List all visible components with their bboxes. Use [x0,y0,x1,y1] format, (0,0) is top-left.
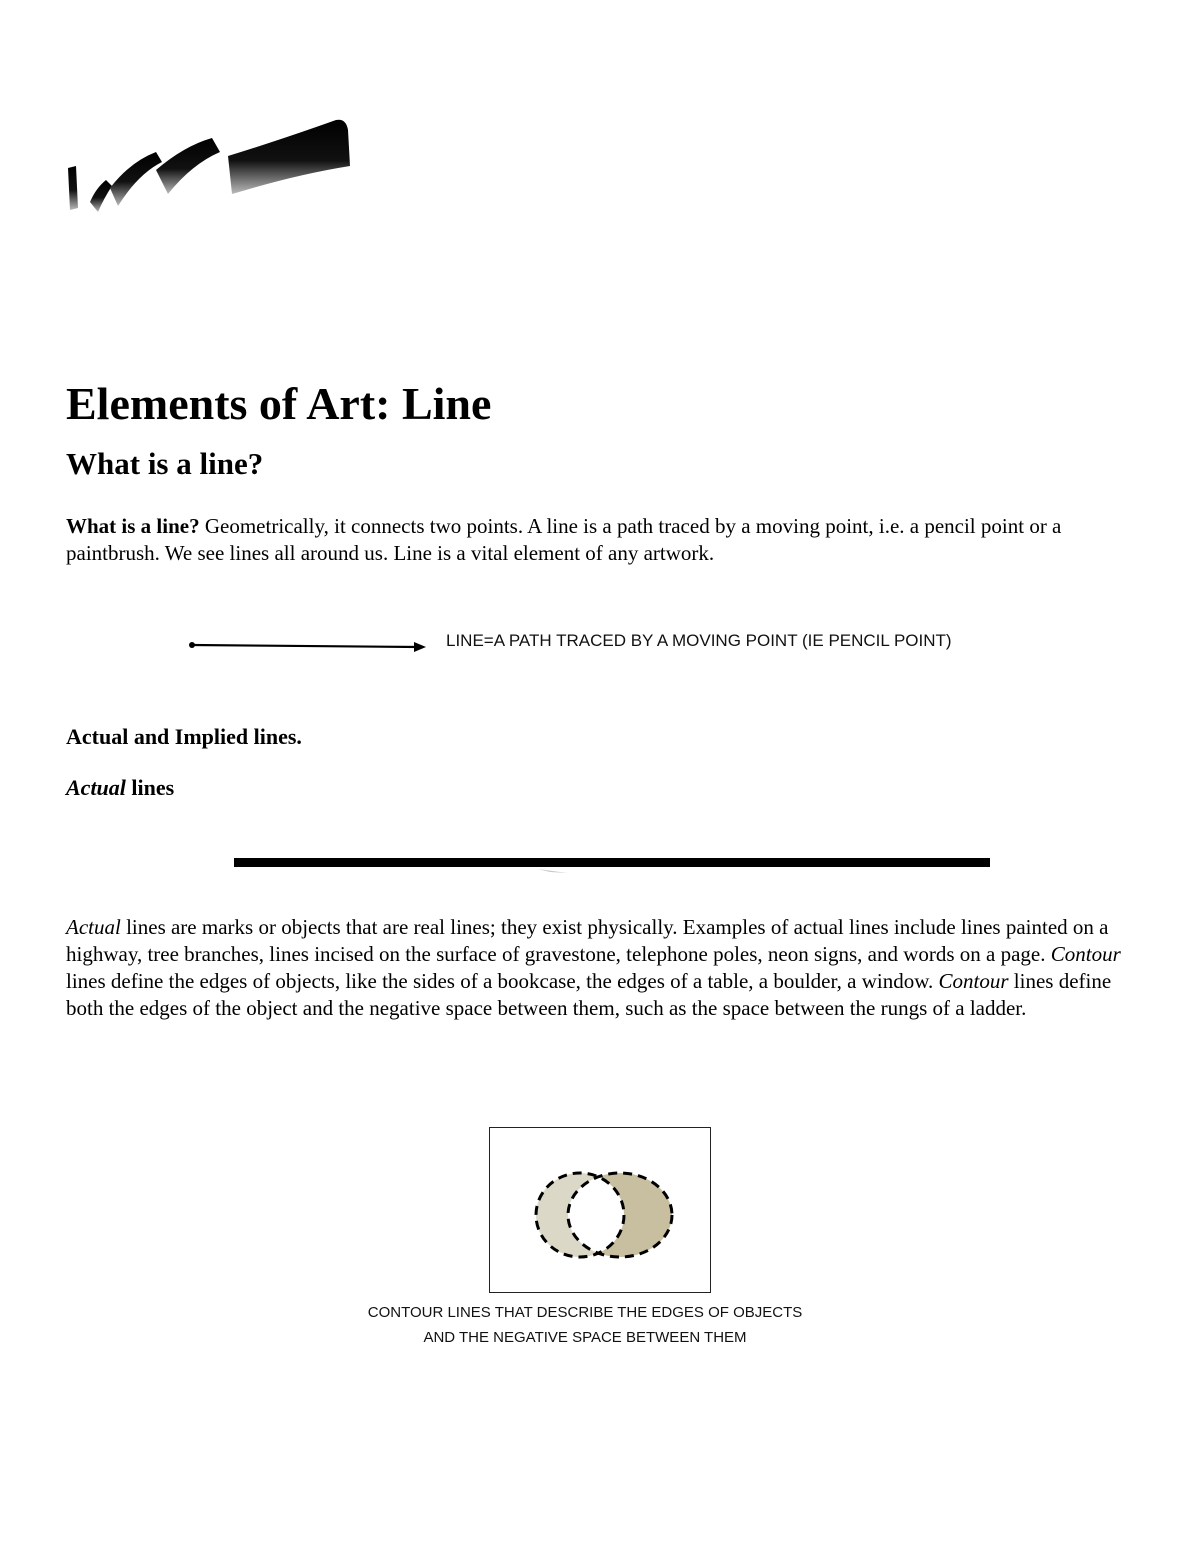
contour-caption-line-1: CONTOUR LINES THAT DESCRIBE THE EDGES OF OBJECTS [367,1304,803,1321]
actual-word: Actual [66,915,121,939]
brush-stroke-illustration [60,110,360,250]
arrow-line-illustration [186,634,436,656]
intro-lead: What is a line? [66,514,200,538]
actual-heading-rest: lines [125,775,175,800]
thick-line-illustration [232,854,992,878]
actual-text-1: lines are marks or objects that are real lines; they exist physically. Examples of actual lines include lines painted on a highway, tree branches, lines incised on the surface of gravestone, telephone poles, neon signs, and words on a page. [66,915,1109,966]
actual-text-3: lines define both the edges of the object and the negative space between them, such as the space between the rungs of a ladder. [66,969,1112,1020]
intro-body: Geometrically, it connects two points. A line is a path traced by a moving point, i.e. a pencil point or a paintbrush. We see lines all around us. Line is a vital element of any artwork. [66,514,1062,565]
contour-word-2: Contour [938,969,1009,993]
page-title: Elements of Art: Line [66,378,492,429]
actual-lines-heading [66,774,174,802]
actual-lines-paragraph [66,914,1126,1022]
page-subtitle: What is a line? [66,446,264,481]
actual-heading-italic: Actual [66,775,126,800]
intro-paragraph [66,513,1136,567]
contour-caption-line-2: AND THE NEGATIVE SPACE BETWEEN THEM [423,1329,747,1346]
contour-caption [300,1300,870,1350]
contour-figure-frame [489,1127,711,1293]
contour-word-1: Contour [1050,942,1121,966]
actual-text-2: lines define the edges of objects, like the sides of a bookcase, the edges of a table, a boulder, a window. [66,969,939,993]
overlapping-ellipses-illustration [490,1128,712,1294]
section-heading: Actual and Implied lines. [66,724,302,749]
arrow-caption: LINE=A PATH TRACED BY A MOVING POINT (IE PENCIL POINT) [446,631,952,650]
